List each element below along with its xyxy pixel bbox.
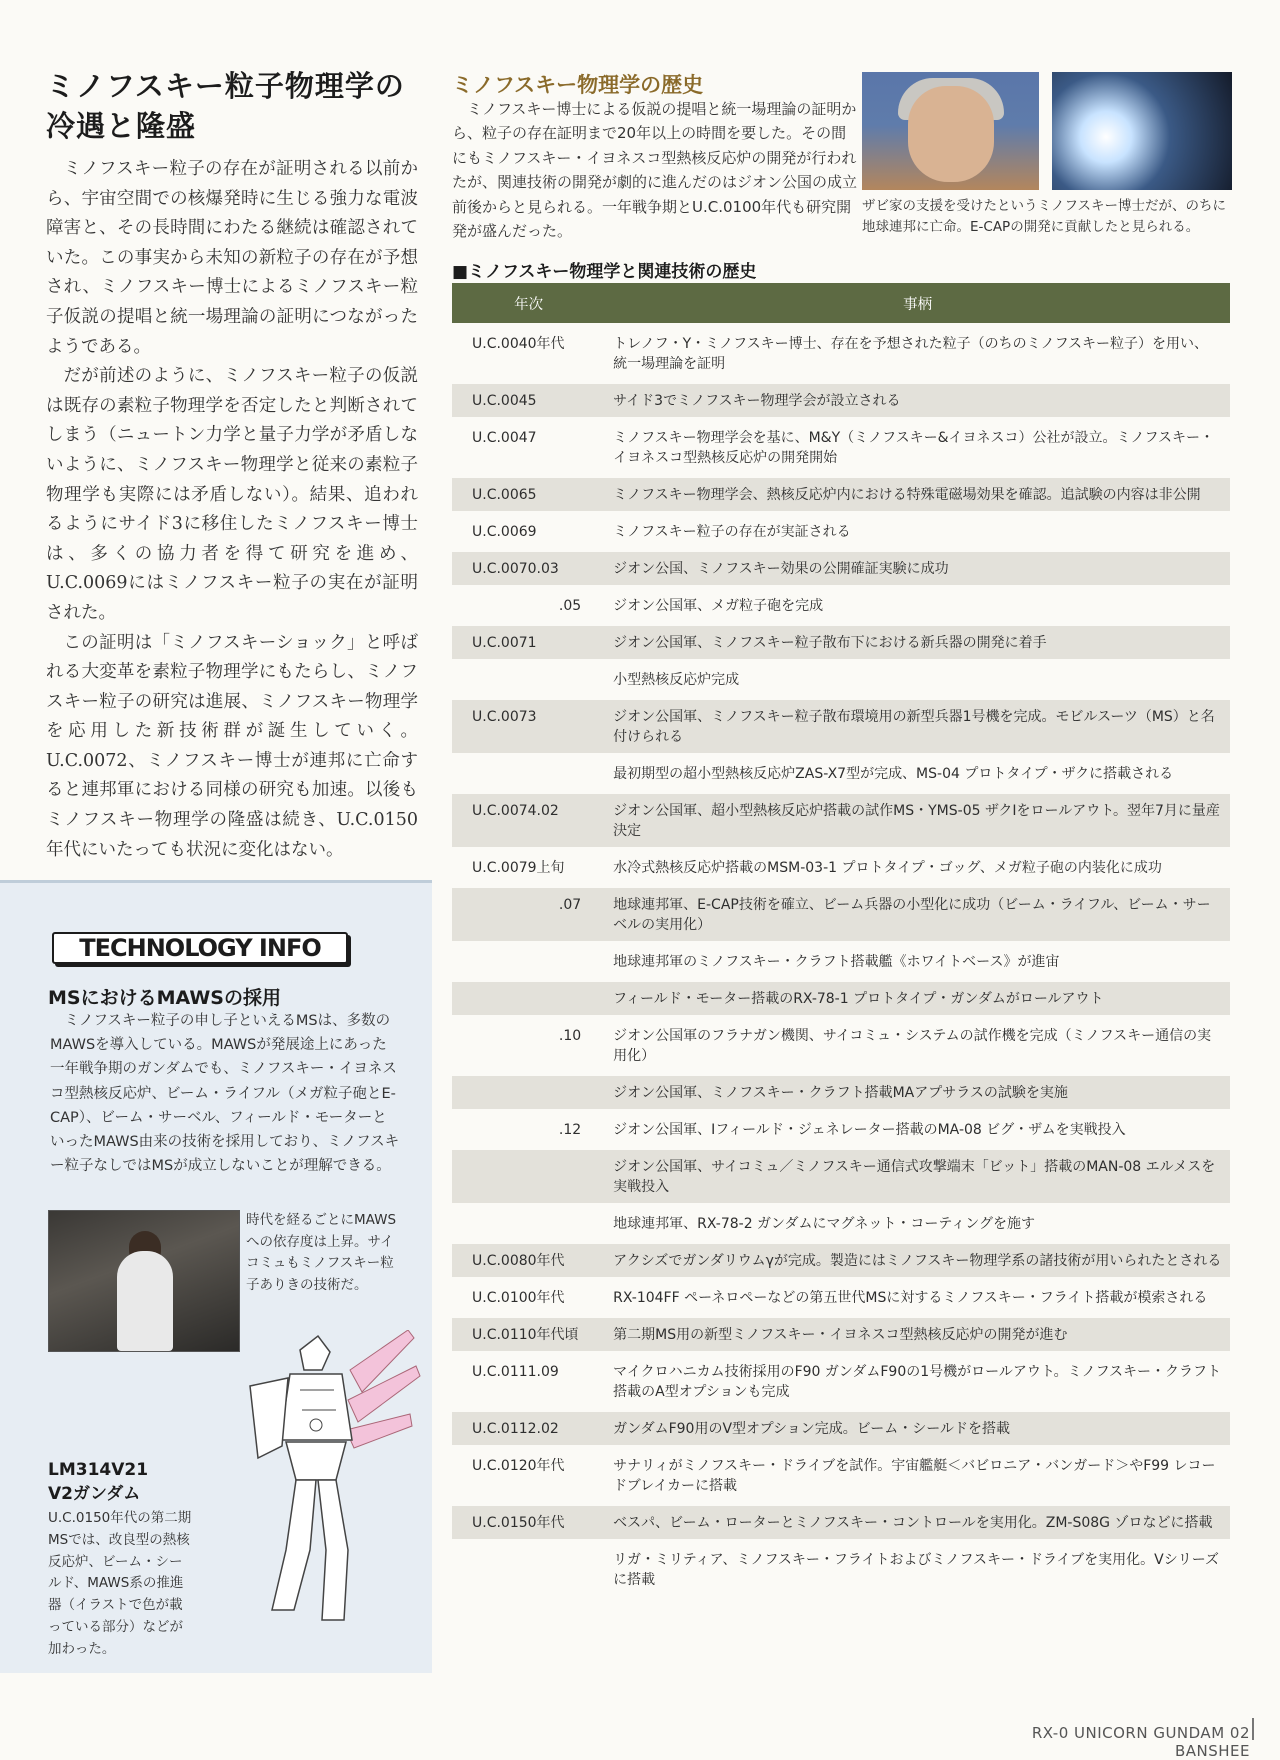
table-row (452, 753, 1230, 790)
table-row (452, 1351, 1230, 1408)
article-paragraph: ミノフスキー粒子の存在が証明される以前から、宇宙空間での核爆発時に生じる強力な電波障害と、その長時間にわたる継続は確認されていた。この事実から未知の新粒子の存在が予想され、ミノフスキー博士によるミノフスキー粒子仮説の提唱と統一場理論の証明につながったようである。 (46, 159, 418, 357)
table-row (452, 790, 1230, 847)
table-row (452, 1314, 1230, 1351)
v2-gundam-description: U.C.0150年代の第二期MSでは、改良型の熱核反応炉、ビーム・シールド、MAWS系の推進器（イラストで色が載っている部分）などが加わった。 (48, 1510, 192, 1657)
table-row (452, 978, 1230, 1015)
table-row (452, 1539, 1230, 1596)
table-row (452, 1277, 1230, 1314)
article-title: ミノフスキー粒子物理学の冷遇と隆盛 (46, 69, 405, 143)
event-cell: 地球連邦軍のミノフスキー・クラフト搭載艦《ホワイトベース》が進宙 (605, 941, 1230, 978)
tech-section-title: MSにおけるMAWSの採用 (48, 987, 281, 1009)
history-body-text: ミノフスキー博士による仮説の提唱と統一場理論の証明から、粒子の存在証明まで20年以上の時間を要した。その間にもミノフスキー・イヨネスコ型熱核反応炉の開発が行われたが、関連技術の開発が劇的に進んだのはジオン公国の成立前後からと見られる。一年戦争期とU.C.0100年代も研究開発が盛んだった。 (452, 100, 858, 241)
year-cell: U.C.0079上旬 (452, 847, 605, 884)
year-cell: U.C.0071 (452, 622, 605, 659)
event-cell: ジオン公国軍、サイコミュ／ミノフスキー通信式攻撃端末「ビット」搭載のMAN-08 エルメスを実戦投入 (605, 1146, 1230, 1203)
year-cell: U.C.0074.02 (452, 790, 605, 847)
event-cell: ベスパ、ビーム・ローターとミノフスキー・コントロールを実用化。ZM-S08G ゾロなどに搭載 (605, 1502, 1230, 1539)
history-photo-caption: ザビ家の支援を受けたというミノフスキー博士だが、のちに地球連邦に亡命。E-CAPの開発に貢献したと見られる。 (862, 198, 1226, 235)
table-row (452, 474, 1230, 511)
year-cell (452, 1203, 605, 1240)
table-row (452, 380, 1230, 417)
table-row (452, 1502, 1230, 1539)
cockpit-photo (48, 1210, 240, 1352)
article-paragraph: この証明は「ミノフスキーショック」と呼ばれる大変革を素粒子物理学にもたらし、ミノフスキー粒子の研究は進展、ミノフスキー物理学を応用した新技術群が誕生していく。U.C.0072、ミノフスキー博士が連邦に亡命すると連邦軍における同様の研究も加速。以後もミノフスキー物理学の隆盛は続き、U.C.0150年代にいたっても状況に変化はない。 (46, 632, 418, 860)
event-cell: ジオン公国軍、超小型熱核反応炉搭載の試作MS・YMS-05 ザクIをロールアウト。翌年7月に量産決定 (605, 790, 1230, 847)
table-row (452, 548, 1230, 585)
year-cell: .07 (452, 884, 605, 941)
page-footer: RX-0 UNICORN GUNDAM 02 BANSHEE (1031, 1724, 1250, 1760)
v2-model-name: V2ガンダム (48, 1484, 141, 1504)
year-cell: U.C.0120年代 (452, 1445, 605, 1502)
event-cell: ジオン公国軍、メガ粒子砲を完成 (605, 585, 1230, 622)
year-cell: .10 (452, 1015, 605, 1072)
event-cell: アクシズでガンダリウムγが完成。製造にはミノフスキー物理学系の諸技術が用いられたとされる (605, 1240, 1230, 1277)
year-cell (452, 1146, 605, 1203)
table-row (452, 1203, 1230, 1240)
portrait-face (908, 86, 994, 182)
year-cell: U.C.0065 (452, 474, 605, 511)
column-header-event: 事柄 (605, 283, 1230, 323)
event-cell: フィールド・モーター搭載のRX-78-1 プロトタイプ・ガンダムがロールアウト (605, 978, 1230, 1015)
footer-divider (1252, 1718, 1254, 1740)
table-row (452, 1015, 1230, 1072)
timeline-table (452, 283, 1230, 1596)
history-section-title: ミノフスキー物理学の歴史 (452, 73, 704, 97)
event-cell: 小型熱核反応炉完成 (605, 659, 1230, 696)
event-cell: RX-104FF ペーネロペーなどの第五世代MSに対するミノフスキー・フライト搭載が模索される (605, 1277, 1230, 1314)
table-row (452, 585, 1230, 622)
event-cell: ミノフスキー物理学会を基に、M&Y（ミノフスキー&イヨネスコ）公社が設立。ミノフスキー・イヨネスコ型熱核反応炉の開発開始 (605, 417, 1230, 474)
v2-gundam-illustration (230, 1330, 430, 1630)
table-row (452, 511, 1230, 548)
article-body (46, 155, 418, 865)
table-row (452, 323, 1230, 380)
table-row (452, 1445, 1230, 1502)
year-cell: U.C.0100年代 (452, 1277, 605, 1314)
year-cell: .05 (452, 585, 605, 622)
cockpit-photo-caption: 時代を経るごとにMAWSへの依存度は上昇。サイコミュもミノフスキー粒子ありきの技術だ。 (246, 1212, 397, 1293)
event-cell: ジオン公国軍、ミノフスキー粒子散布環境用の新型兵器1号機を完成。モビルスーツ（MS）と名付けられる (605, 696, 1230, 753)
event-cell: ミノフスキー物理学会、熱核反応炉内における特殊電磁場効果を確認。追試験の内容は非公開 (605, 474, 1230, 511)
table-row (452, 696, 1230, 753)
event-cell: ガンダムF90用のV型オプション完成。ビーム・シールドを搭載 (605, 1408, 1230, 1445)
year-cell: U.C.0150年代 (452, 1502, 605, 1539)
table-row (452, 884, 1230, 941)
year-cell (452, 659, 605, 696)
table-row (452, 417, 1230, 474)
event-cell: ジオン公国軍、ミノフスキー・クラフト搭載MAアプサラスの試験を実施 (605, 1072, 1230, 1109)
v2-model-number: LM314V21 (48, 1460, 149, 1480)
year-cell: U.C.0069 (452, 511, 605, 548)
year-cell: U.C.0073 (452, 696, 605, 753)
timeline-header-row (452, 283, 1230, 323)
timeline-body (452, 323, 1230, 1596)
year-cell: .12 (452, 1109, 605, 1146)
v2-gundam-title (48, 1458, 148, 1506)
timeline-table-title: ■ミノフスキー物理学と関連技術の歴史 (452, 262, 757, 282)
pilot-suit (117, 1251, 173, 1351)
event-cell: ミノフスキー粒子の存在が実証される (605, 511, 1230, 548)
year-cell: U.C.0080年代 (452, 1240, 605, 1277)
table-row (452, 659, 1230, 696)
event-cell: ジオン公国軍、ミノフスキー粒子散布下における新兵器の開発に着手 (605, 622, 1230, 659)
table-row (452, 1146, 1230, 1203)
event-cell: ジオン公国、ミノフスキー効果の公開確証実験に成功 (605, 548, 1230, 585)
year-cell (452, 1539, 605, 1596)
event-cell: 地球連邦軍、RX-78-2 ガンダムにマグネット・コーティングを施す (605, 1203, 1230, 1240)
technology-info-badge: TECHNOLOGY INFO (52, 932, 348, 964)
event-cell: トレノフ・Y・ミノフスキー博士、存在を予想された粒子（のちのミノフスキー粒子）を用い、統一場理論を証明 (605, 323, 1230, 380)
article-paragraph: だが前述のように、ミノフスキー粒子の仮説は既存の素粒子物理学を否定したと判断されてしまう（ニュートン力学と量子力学が矛盾しないように、ミノフスキー物理学と従来の素粒子物理学も実際には矛盾しない）。結果、追われるようにサイド3に移住したミノフスキー博士は、多くの協力者を得て研究を進め、U.C.0069にはミノフスキー粒子の実在が証明された。 (46, 366, 418, 623)
year-cell: U.C.0112.02 (452, 1408, 605, 1445)
year-cell: U.C.0040年代 (452, 323, 605, 380)
tech-body-text: ミノフスキー粒子の申し子といえるMSは、多数のMAWSを導入している。MAWSが発展途上にあった一年戦争期のガンダムでも、ミノフスキー・イヨネスコ型熱核反応炉、ビーム・ライフル（メガ粒子砲とE-CAP）、ビーム・サーベル、フィールド・モーターといったMAWS由来の技術を採用しており、ミノフスキー粒子なしではMSが成立しないことが理解できる。 (50, 1013, 400, 1175)
mobile-suit-scene-image (1052, 72, 1232, 190)
event-cell: サナリィがミノフスキー・ドライブを試作。宇宙艦艇＜バビロニア・バンガード＞やF99 レコードブレイカーに搭載 (605, 1445, 1230, 1502)
event-cell: サイド3でミノフスキー物理学会が設立される (605, 380, 1230, 417)
column-header-year: 年次 (452, 283, 605, 323)
year-cell: U.C.0110年代頃 (452, 1314, 605, 1351)
year-cell (452, 941, 605, 978)
event-cell: 水冷式熱核反応炉搭載のMSM-03-1 プロトタイプ・ゴッグ、メガ粒子砲の内装化に成功 (605, 847, 1230, 884)
event-cell: リガ・ミリティア、ミノフスキー・フライトおよびミノフスキー・ドライブを実用化。Vシリーズに搭載 (605, 1539, 1230, 1596)
minovsky-portrait-image (862, 72, 1039, 190)
table-row (452, 941, 1230, 978)
year-cell (452, 753, 605, 790)
table-row (452, 1109, 1230, 1146)
year-cell (452, 978, 605, 1015)
year-cell: U.C.0047 (452, 417, 605, 474)
year-cell: U.C.0111.09 (452, 1351, 605, 1408)
event-cell: 地球連邦軍、E-CAP技術を確立、ビーム兵器の小型化に成功（ビーム・ライフル、ビーム・サーベルの実用化） (605, 884, 1230, 941)
table-row (452, 1240, 1230, 1277)
year-cell: U.C.0070.03 (452, 548, 605, 585)
event-cell: 最初期型の超小型熱核反応炉ZAS-X7型が完成、MS-04 プロトタイプ・ザクに搭載される (605, 753, 1230, 790)
event-cell: 第二期MS用の新型ミノフスキー・イヨネスコ型熱核反応炉の開発が進む (605, 1314, 1230, 1351)
table-row (452, 847, 1230, 884)
event-cell: マイクロハニカム技術採用のF90 ガンダムF90の1号機がロールアウト。ミノフスキー・クラフト搭載のA型オプションも完成 (605, 1351, 1230, 1408)
table-row (452, 1072, 1230, 1109)
year-cell (452, 1072, 605, 1109)
year-cell: U.C.0045 (452, 380, 605, 417)
event-cell: ジオン公国軍、Iフィールド・ジェネレーター搭載のMA-08 ビグ・ザムを実戦投入 (605, 1109, 1230, 1146)
table-row (452, 622, 1230, 659)
event-cell: ジオン公国軍のフラナガン機関、サイコミュ・システムの試作機を完成（ミノフスキー通信の実用化） (605, 1015, 1230, 1072)
table-row (452, 1408, 1230, 1445)
